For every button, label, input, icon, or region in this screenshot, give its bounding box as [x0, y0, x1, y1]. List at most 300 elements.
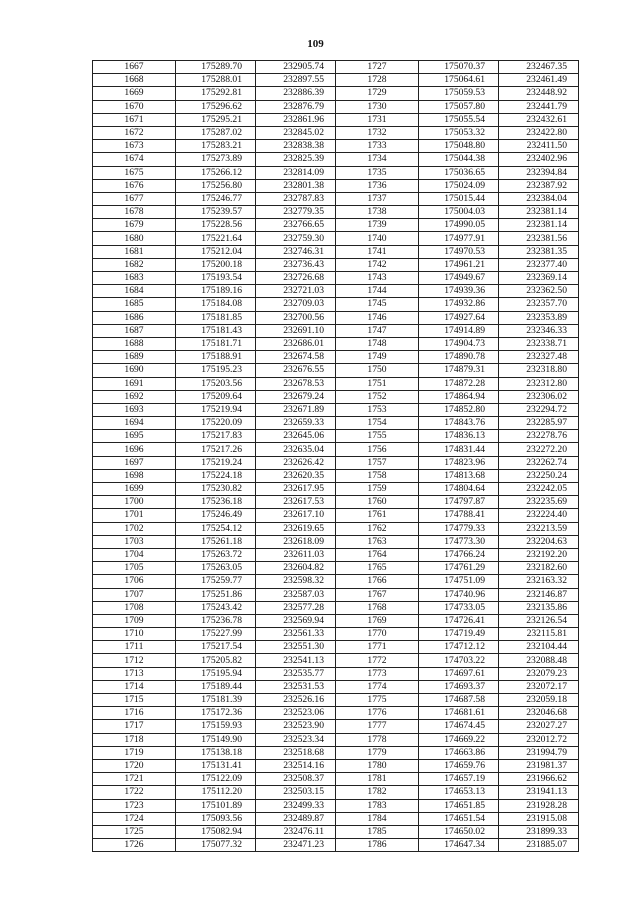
point-number-cell: 1686: [93, 311, 176, 324]
x-coordinate-cell: 175212.04: [176, 245, 256, 258]
table-row: [93, 324, 579, 337]
point-number-cell: 1712: [93, 654, 176, 667]
point-number-cell: 1745: [336, 298, 419, 311]
point-number-cell: 1718: [93, 733, 176, 746]
point-number-cell: 1774: [336, 680, 419, 693]
y-coordinate-cell: 232626.42: [256, 456, 336, 469]
y-coordinate-cell: 232224.40: [499, 509, 579, 522]
x-coordinate-cell: 175251.86: [176, 588, 256, 601]
table-row: [93, 377, 579, 390]
point-number-cell: 1688: [93, 337, 176, 350]
point-number-cell: 1737: [336, 192, 419, 205]
x-coordinate-cell: 175259.77: [176, 575, 256, 588]
x-coordinate-cell: 174977.91: [419, 232, 499, 245]
point-number-cell: 1744: [336, 285, 419, 298]
y-coordinate-cell: 232346.33: [499, 324, 579, 337]
point-number-cell: 1760: [336, 496, 419, 509]
x-coordinate-cell: 175296.62: [176, 100, 256, 113]
x-coordinate-cell: 175205.82: [176, 654, 256, 667]
x-coordinate-cell: 174813.68: [419, 469, 499, 482]
point-number-cell: 1778: [336, 733, 419, 746]
y-coordinate-cell: 232766.65: [256, 219, 336, 232]
table-row: [93, 641, 579, 654]
y-coordinate-cell: 232079.23: [499, 667, 579, 680]
y-coordinate-cell: 232182.60: [499, 562, 579, 575]
y-coordinate-cell: 231941.13: [499, 786, 579, 799]
x-coordinate-cell: 174872.28: [419, 377, 499, 390]
y-coordinate-cell: 232679.24: [256, 390, 336, 403]
y-coordinate-cell: 232674.58: [256, 351, 336, 364]
table-row: [93, 166, 579, 179]
x-coordinate-cell: 175239.57: [176, 206, 256, 219]
point-number-cell: 1782: [336, 786, 419, 799]
point-number-cell: 1671: [93, 113, 176, 126]
point-number-cell: 1784: [336, 812, 419, 825]
x-coordinate-cell: 174663.86: [419, 746, 499, 759]
y-coordinate-cell: 232381.35: [499, 245, 579, 258]
y-coordinate-cell: 232526.16: [256, 694, 336, 707]
point-number-cell: 1677: [93, 192, 176, 205]
x-coordinate-cell: 174650.02: [419, 825, 499, 838]
point-number-cell: 1750: [336, 364, 419, 377]
point-number-cell: 1720: [93, 759, 176, 772]
x-coordinate-cell: 175256.80: [176, 179, 256, 192]
point-number-cell: 1754: [336, 417, 419, 430]
y-coordinate-cell: 232611.03: [256, 548, 336, 561]
x-coordinate-cell: 174657.19: [419, 773, 499, 786]
y-coordinate-cell: 232272.20: [499, 443, 579, 456]
x-coordinate-cell: 175138.18: [176, 746, 256, 759]
point-number-cell: 1707: [93, 588, 176, 601]
y-coordinate-cell: 232294.72: [499, 403, 579, 416]
x-coordinate-cell: 174864.94: [419, 390, 499, 403]
table-row: [93, 100, 579, 113]
x-coordinate-cell: 175024.09: [419, 179, 499, 192]
point-number-cell: 1678: [93, 206, 176, 219]
y-coordinate-cell: 232467.35: [499, 61, 579, 74]
point-number-cell: 1709: [93, 614, 176, 627]
y-coordinate-cell: 231915.08: [499, 812, 579, 825]
y-coordinate-cell: 232411.50: [499, 140, 579, 153]
x-coordinate-cell: 175189.44: [176, 680, 256, 693]
y-coordinate-cell: 232587.03: [256, 588, 336, 601]
point-number-cell: 1723: [93, 799, 176, 812]
y-coordinate-cell: 232402.96: [499, 153, 579, 166]
x-coordinate-cell: 174797.87: [419, 496, 499, 509]
table-row: [93, 759, 579, 772]
point-number-cell: 1703: [93, 535, 176, 548]
y-coordinate-cell: 232551.30: [256, 641, 336, 654]
point-number-cell: 1667: [93, 61, 176, 74]
point-number-cell: 1676: [93, 179, 176, 192]
x-coordinate-cell: 174766.24: [419, 548, 499, 561]
x-coordinate-cell: 175093.56: [176, 812, 256, 825]
point-number-cell: 1700: [93, 496, 176, 509]
x-coordinate-cell: 175217.54: [176, 641, 256, 654]
point-number-cell: 1753: [336, 403, 419, 416]
table-row: [93, 773, 579, 786]
x-coordinate-cell: 174697.61: [419, 667, 499, 680]
table-row: [93, 140, 579, 153]
x-coordinate-cell: 175070.37: [419, 61, 499, 74]
point-number-cell: 1706: [93, 575, 176, 588]
x-coordinate-cell: 175112.20: [176, 786, 256, 799]
y-coordinate-cell: 232709.03: [256, 298, 336, 311]
coordinates-table: [92, 60, 579, 852]
point-number-cell: 1672: [93, 126, 176, 139]
table-row: [93, 654, 579, 667]
table-row: [93, 285, 579, 298]
table-row: [93, 786, 579, 799]
y-coordinate-cell: 232046.68: [499, 707, 579, 720]
x-coordinate-cell: 175209.64: [176, 390, 256, 403]
table-row: [93, 575, 579, 588]
y-coordinate-cell: 232531.53: [256, 680, 336, 693]
table-row: [93, 509, 579, 522]
x-coordinate-cell: 175295.21: [176, 113, 256, 126]
y-coordinate-cell: 232135.86: [499, 601, 579, 614]
table-row: [93, 351, 579, 364]
y-coordinate-cell: 232577.28: [256, 601, 336, 614]
y-coordinate-cell: 232327.48: [499, 351, 579, 364]
x-coordinate-cell: 175236.18: [176, 496, 256, 509]
x-coordinate-cell: 174836.13: [419, 430, 499, 443]
y-coordinate-cell: 232726.68: [256, 272, 336, 285]
table-row: [93, 430, 579, 443]
x-coordinate-cell: 174647.34: [419, 839, 499, 852]
y-coordinate-cell: 232104.44: [499, 641, 579, 654]
point-number-cell: 1756: [336, 443, 419, 456]
point-number-cell: 1699: [93, 483, 176, 496]
table-row: [93, 258, 579, 271]
y-coordinate-cell: 232617.95: [256, 483, 336, 496]
x-coordinate-cell: 174961.21: [419, 258, 499, 271]
x-coordinate-cell: 174773.30: [419, 535, 499, 548]
point-number-cell: 1785: [336, 825, 419, 838]
point-number-cell: 1674: [93, 153, 176, 166]
point-number-cell: 1704: [93, 548, 176, 561]
point-number-cell: 1733: [336, 140, 419, 153]
y-coordinate-cell: 232377.40: [499, 258, 579, 271]
table-row: [93, 839, 579, 852]
table-row: [93, 628, 579, 641]
x-coordinate-cell: 175288.01: [176, 74, 256, 87]
x-coordinate-cell: 175219.24: [176, 456, 256, 469]
x-coordinate-cell: 175053.32: [419, 126, 499, 139]
y-coordinate-cell: 232204.63: [499, 535, 579, 548]
point-number-cell: 1668: [93, 74, 176, 87]
table-row: [93, 272, 579, 285]
x-coordinate-cell: 175217.26: [176, 443, 256, 456]
y-coordinate-cell: 232115.81: [499, 628, 579, 641]
y-coordinate-cell: 232072.17: [499, 680, 579, 693]
table-row: [93, 298, 579, 311]
page-number: 109: [307, 38, 324, 50]
table-row: [93, 364, 579, 377]
point-number-cell: 1679: [93, 219, 176, 232]
x-coordinate-cell: 175015.44: [419, 192, 499, 205]
point-number-cell: 1726: [93, 839, 176, 852]
y-coordinate-cell: 232620.35: [256, 469, 336, 482]
x-coordinate-cell: 175217.83: [176, 430, 256, 443]
table-row: [93, 126, 579, 139]
x-coordinate-cell: 174788.41: [419, 509, 499, 522]
y-coordinate-cell: 232838.38: [256, 140, 336, 153]
table-row: [93, 403, 579, 416]
y-coordinate-cell: 232845.02: [256, 126, 336, 139]
point-number-cell: 1692: [93, 390, 176, 403]
point-number-cell: 1717: [93, 720, 176, 733]
table-row: [93, 535, 579, 548]
point-number-cell: 1715: [93, 694, 176, 707]
point-number-cell: 1708: [93, 601, 176, 614]
table-row: [93, 219, 579, 232]
table-row: [93, 720, 579, 733]
point-number-cell: 1755: [336, 430, 419, 443]
x-coordinate-cell: 174761.29: [419, 562, 499, 575]
point-number-cell: 1732: [336, 126, 419, 139]
y-coordinate-cell: 232381.14: [499, 206, 579, 219]
x-coordinate-cell: 175101.89: [176, 799, 256, 812]
x-coordinate-cell: 174651.54: [419, 812, 499, 825]
x-coordinate-cell: 175082.94: [176, 825, 256, 838]
point-number-cell: 1757: [336, 456, 419, 469]
point-number-cell: 1768: [336, 601, 419, 614]
point-number-cell: 1689: [93, 351, 176, 364]
table-row: [93, 192, 579, 205]
point-number-cell: 1775: [336, 694, 419, 707]
point-number-cell: 1698: [93, 469, 176, 482]
x-coordinate-cell: 175261.18: [176, 535, 256, 548]
y-coordinate-cell: 232598.32: [256, 575, 336, 588]
point-number-cell: 1716: [93, 707, 176, 720]
y-coordinate-cell: 232163.32: [499, 575, 579, 588]
y-coordinate-cell: 232146.87: [499, 588, 579, 601]
y-coordinate-cell: 232278.76: [499, 430, 579, 443]
x-coordinate-cell: 174653.13: [419, 786, 499, 799]
x-coordinate-cell: 174712.12: [419, 641, 499, 654]
x-coordinate-cell: 174852.80: [419, 403, 499, 416]
x-coordinate-cell: 175188.91: [176, 351, 256, 364]
x-coordinate-cell: 175036.65: [419, 166, 499, 179]
y-coordinate-cell: 232523.90: [256, 720, 336, 733]
y-coordinate-cell: 232686.01: [256, 337, 336, 350]
y-coordinate-cell: 232384.04: [499, 192, 579, 205]
point-number-cell: 1742: [336, 258, 419, 271]
point-number-cell: 1766: [336, 575, 419, 588]
point-number-cell: 1772: [336, 654, 419, 667]
point-number-cell: 1763: [336, 535, 419, 548]
point-number-cell: 1719: [93, 746, 176, 759]
y-coordinate-cell: 232381.14: [499, 219, 579, 232]
table-row: [93, 74, 579, 87]
x-coordinate-cell: 174669.22: [419, 733, 499, 746]
point-number-cell: 1746: [336, 311, 419, 324]
point-number-cell: 1670: [93, 100, 176, 113]
point-number-cell: 1758: [336, 469, 419, 482]
y-coordinate-cell: 232441.79: [499, 100, 579, 113]
table-row: [93, 707, 579, 720]
y-coordinate-cell: 232285.97: [499, 417, 579, 430]
y-coordinate-cell: 232514.16: [256, 759, 336, 772]
x-coordinate-cell: 174687.58: [419, 694, 499, 707]
point-number-cell: 1702: [93, 522, 176, 535]
table-row: [93, 562, 579, 575]
x-coordinate-cell: 174949.67: [419, 272, 499, 285]
table-row: [93, 153, 579, 166]
table-row: [93, 456, 579, 469]
y-coordinate-cell: 231928.28: [499, 799, 579, 812]
point-number-cell: 1761: [336, 509, 419, 522]
y-coordinate-cell: 232250.24: [499, 469, 579, 482]
point-number-cell: 1673: [93, 140, 176, 153]
point-number-cell: 1771: [336, 641, 419, 654]
point-number-cell: 1734: [336, 153, 419, 166]
point-number-cell: 1669: [93, 87, 176, 100]
table-row: [93, 614, 579, 627]
point-number-cell: 1765: [336, 562, 419, 575]
y-coordinate-cell: 232561.33: [256, 628, 336, 641]
point-number-cell: 1749: [336, 351, 419, 364]
y-coordinate-cell: 232318.80: [499, 364, 579, 377]
x-coordinate-cell: 175266.12: [176, 166, 256, 179]
point-number-cell: 1682: [93, 258, 176, 271]
x-coordinate-cell: 174970.53: [419, 245, 499, 258]
table-row: [93, 417, 579, 430]
point-number-cell: 1779: [336, 746, 419, 759]
point-number-cell: 1713: [93, 667, 176, 680]
table-row: [93, 179, 579, 192]
x-coordinate-cell: 175064.61: [419, 74, 499, 87]
y-coordinate-cell: 232801.38: [256, 179, 336, 192]
point-number-cell: 1759: [336, 483, 419, 496]
y-coordinate-cell: 232523.34: [256, 733, 336, 746]
x-coordinate-cell: 174779.33: [419, 522, 499, 535]
x-coordinate-cell: 174651.85: [419, 799, 499, 812]
point-number-cell: 1693: [93, 403, 176, 416]
y-coordinate-cell: 232779.35: [256, 206, 336, 219]
y-coordinate-cell: 231994.79: [499, 746, 579, 759]
point-number-cell: 1684: [93, 285, 176, 298]
y-coordinate-cell: 232814.09: [256, 166, 336, 179]
x-coordinate-cell: 175243.42: [176, 601, 256, 614]
x-coordinate-cell: 174904.73: [419, 337, 499, 350]
point-number-cell: 1680: [93, 232, 176, 245]
point-number-cell: 1747: [336, 324, 419, 337]
x-coordinate-cell: 175159.93: [176, 720, 256, 733]
point-number-cell: 1735: [336, 166, 419, 179]
x-coordinate-cell: 175184.08: [176, 298, 256, 311]
x-coordinate-cell: 175057.80: [419, 100, 499, 113]
table-row: [93, 496, 579, 509]
point-number-cell: 1786: [336, 839, 419, 852]
x-coordinate-cell: 174804.64: [419, 483, 499, 496]
y-coordinate-cell: 232027.27: [499, 720, 579, 733]
y-coordinate-cell: 232700.56: [256, 311, 336, 324]
x-coordinate-cell: 174674.45: [419, 720, 499, 733]
point-number-cell: 1687: [93, 324, 176, 337]
point-number-cell: 1777: [336, 720, 419, 733]
table-row: [93, 469, 579, 482]
x-coordinate-cell: 175181.71: [176, 337, 256, 350]
point-number-cell: 1728: [336, 74, 419, 87]
point-number-cell: 1751: [336, 377, 419, 390]
y-coordinate-cell: 232369.14: [499, 272, 579, 285]
point-number-cell: 1701: [93, 509, 176, 522]
y-coordinate-cell: 232569.94: [256, 614, 336, 627]
y-coordinate-cell: 232059.18: [499, 694, 579, 707]
point-number-cell: 1773: [336, 667, 419, 680]
y-coordinate-cell: 232541.13: [256, 654, 336, 667]
table-row: [93, 667, 579, 680]
table-row: [93, 825, 579, 838]
x-coordinate-cell: 174927.64: [419, 311, 499, 324]
x-coordinate-cell: 174914.89: [419, 324, 499, 337]
x-coordinate-cell: 174693.37: [419, 680, 499, 693]
y-coordinate-cell: 232235.69: [499, 496, 579, 509]
table-row: [93, 812, 579, 825]
x-coordinate-cell: 175246.77: [176, 192, 256, 205]
x-coordinate-cell: 175292.81: [176, 87, 256, 100]
y-coordinate-cell: 232312.80: [499, 377, 579, 390]
x-coordinate-cell: 175048.80: [419, 140, 499, 153]
x-coordinate-cell: 175181.85: [176, 311, 256, 324]
x-coordinate-cell: 175254.12: [176, 522, 256, 535]
point-number-cell: 1781: [336, 773, 419, 786]
x-coordinate-cell: 175221.64: [176, 232, 256, 245]
y-coordinate-cell: 232432.61: [499, 113, 579, 126]
x-coordinate-cell: 175059.53: [419, 87, 499, 100]
y-coordinate-cell: 232387.92: [499, 179, 579, 192]
y-coordinate-cell: 232618.09: [256, 535, 336, 548]
x-coordinate-cell: 174890.78: [419, 351, 499, 364]
y-coordinate-cell: 232736.43: [256, 258, 336, 271]
x-coordinate-cell: 175228.56: [176, 219, 256, 232]
y-coordinate-cell: 232508.37: [256, 773, 336, 786]
y-coordinate-cell: 232012.72: [499, 733, 579, 746]
point-number-cell: 1776: [336, 707, 419, 720]
y-coordinate-cell: 232721.03: [256, 285, 336, 298]
x-coordinate-cell: 175193.54: [176, 272, 256, 285]
y-coordinate-cell: 232861.96: [256, 113, 336, 126]
x-coordinate-cell: 174751.09: [419, 575, 499, 588]
x-coordinate-cell: 174719.49: [419, 628, 499, 641]
x-coordinate-cell: 175195.94: [176, 667, 256, 680]
y-coordinate-cell: 232759.30: [256, 232, 336, 245]
point-number-cell: 1705: [93, 562, 176, 575]
y-coordinate-cell: 232691.10: [256, 324, 336, 337]
table-row: [93, 61, 579, 74]
x-coordinate-cell: 175172.36: [176, 707, 256, 720]
x-coordinate-cell: 175224.18: [176, 469, 256, 482]
y-coordinate-cell: 232192.20: [499, 548, 579, 561]
x-coordinate-cell: 174703.22: [419, 654, 499, 667]
point-number-cell: 1727: [336, 61, 419, 74]
point-number-cell: 1736: [336, 179, 419, 192]
x-coordinate-cell: 175287.02: [176, 126, 256, 139]
y-coordinate-cell: 232499.33: [256, 799, 336, 812]
table-row: [93, 245, 579, 258]
point-number-cell: 1731: [336, 113, 419, 126]
y-coordinate-cell: 232357.70: [499, 298, 579, 311]
y-coordinate-cell: 232362.50: [499, 285, 579, 298]
y-coordinate-cell: 232617.10: [256, 509, 336, 522]
table-row: [93, 799, 579, 812]
y-coordinate-cell: 232535.77: [256, 667, 336, 680]
x-coordinate-cell: 175203.56: [176, 377, 256, 390]
x-coordinate-cell: 175077.32: [176, 839, 256, 852]
x-coordinate-cell: 174681.61: [419, 707, 499, 720]
